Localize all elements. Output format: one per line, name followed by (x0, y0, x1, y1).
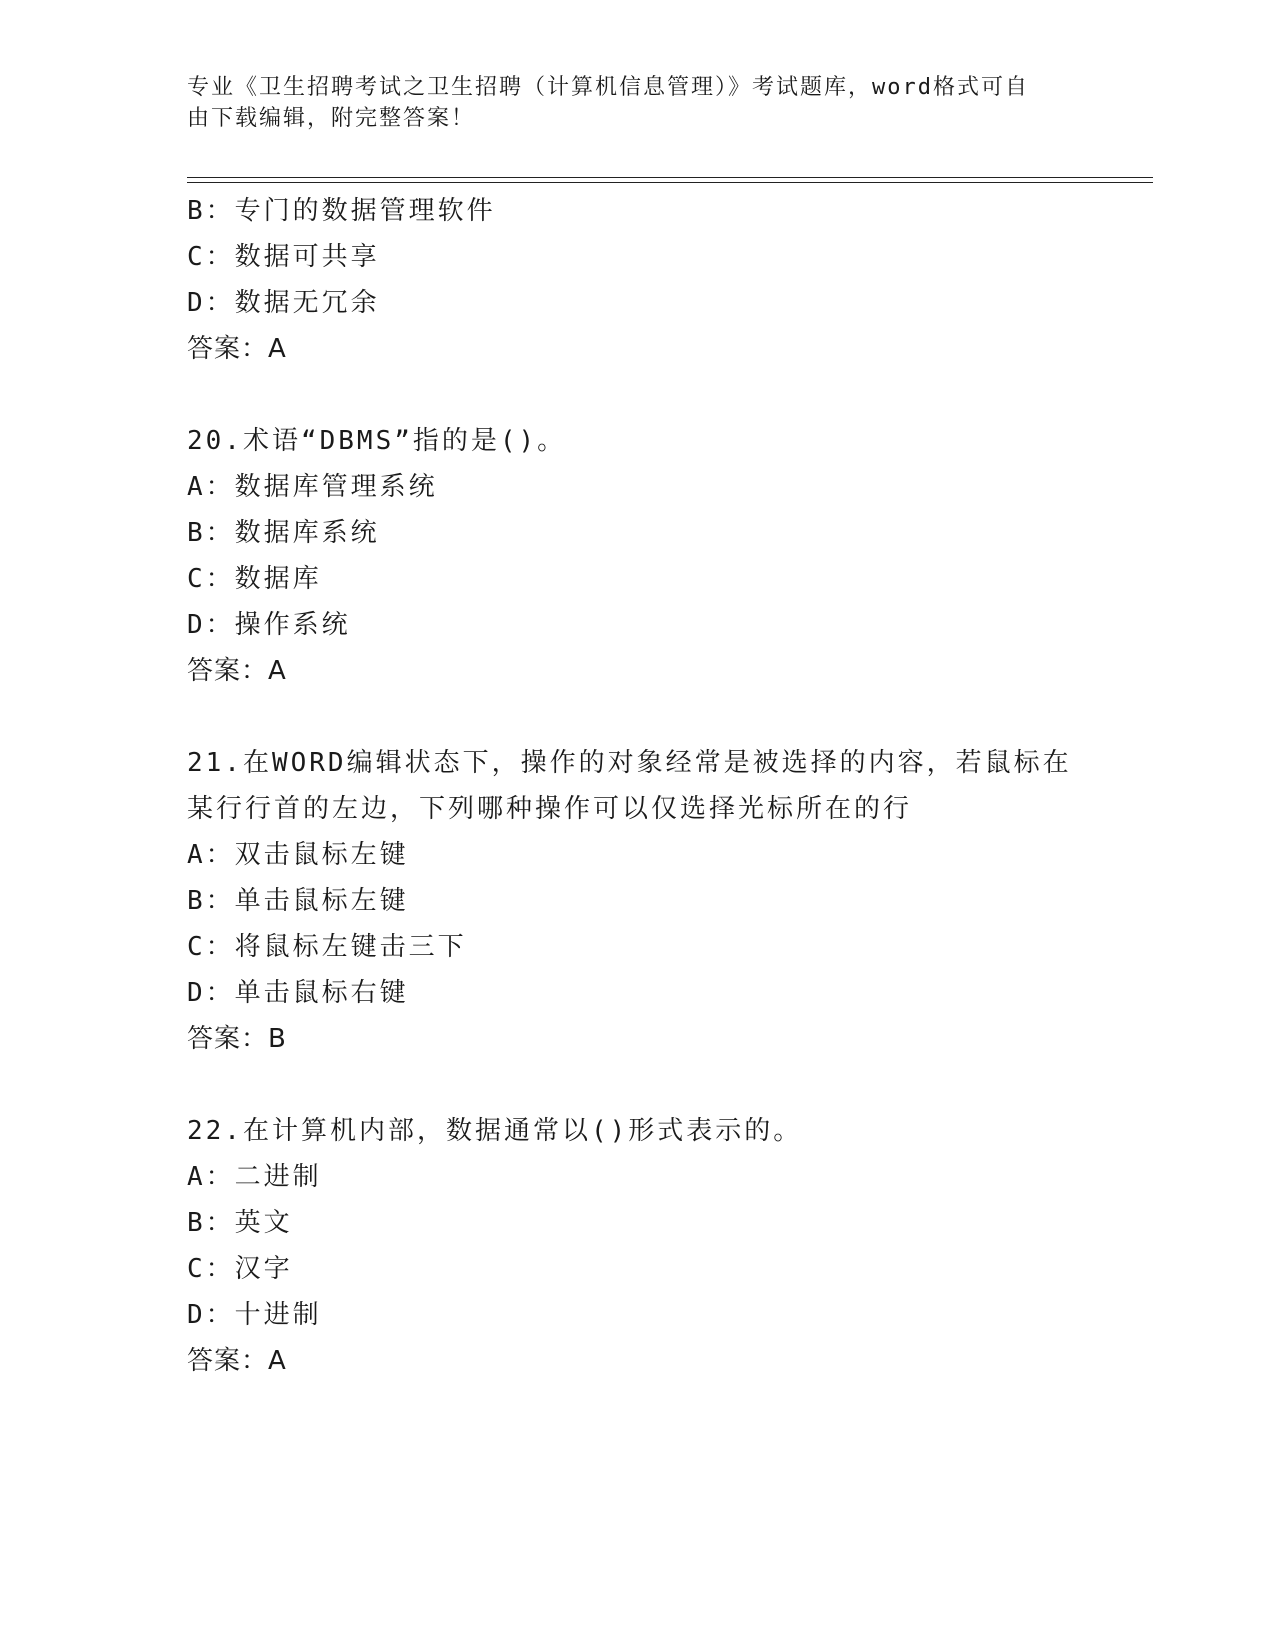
option-d: D：单击鼠标右键 (187, 978, 409, 1008)
header-line-2: 由下载编辑，附完整答案！ (187, 106, 476, 131)
option-d: D：十进制 (187, 1300, 322, 1330)
option-a: A：数据库管理系统 (187, 472, 438, 502)
option-b: B：数据库系统 (187, 518, 380, 548)
option-d: D：数据无冗余 (187, 288, 380, 318)
option-c: C：汉字 (187, 1254, 293, 1284)
option-c: C：将鼠标左键击三下 (187, 932, 467, 962)
spacer (187, 1062, 1087, 1108)
header-line-1: 专业《卫生招聘考试之卫生招聘（计算机信息管理）》考试题库，word格式可自 (187, 75, 1029, 100)
question-stem: 22.在计算机内部，数据通常以()形式表示的。 (187, 1116, 803, 1146)
option-c: C：数据可共享 (187, 242, 380, 272)
option-b: B：英文 (187, 1208, 293, 1238)
option-a: A：双击鼠标左键 (187, 840, 409, 870)
option-c: C：数据库 (187, 564, 322, 594)
question-19-continued (187, 188, 1087, 372)
header-rule-top (187, 177, 1153, 178)
question-22 (187, 1108, 1087, 1384)
spacer (187, 372, 1087, 418)
question-stem-line-2: 某行行首的左边，下列哪种操作可以仅选择光标所在的行 (187, 794, 913, 824)
answer: 答案：A (187, 1346, 287, 1376)
option-d: D：操作系统 (187, 610, 351, 640)
option-b: B：单击鼠标左键 (187, 886, 409, 916)
answer: 答案：A (187, 656, 287, 686)
answer: 答案：A (187, 334, 287, 364)
answer: 答案：B (187, 1024, 287, 1054)
question-list (187, 188, 1087, 1384)
question-stem: 20.术语“DBMS”指的是()。 (187, 426, 567, 456)
question-20 (187, 418, 1087, 694)
option-b: B：专门的数据管理软件 (187, 196, 496, 226)
spacer (187, 694, 1087, 740)
question-21 (187, 740, 1087, 1062)
header-rule-bottom (187, 182, 1153, 183)
option-a: A：二进制 (187, 1162, 322, 1192)
question-stem-line-1: 21.在WORD编辑状态下，操作的对象经常是被选择的内容，若鼠标在 (187, 748, 1072, 778)
document-header (187, 72, 1067, 134)
